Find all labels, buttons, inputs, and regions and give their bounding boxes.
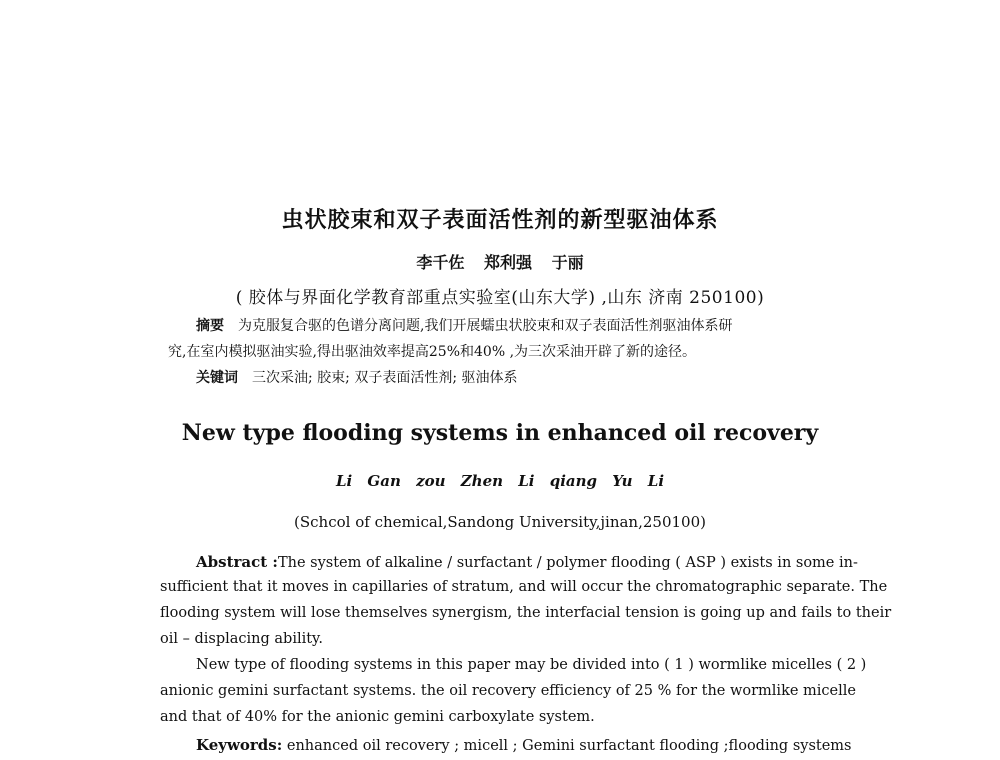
chinese-keywords-text: 三次采油; 胶束; 双子表面活性剂; 驱油体系 xyxy=(252,370,518,386)
english-affiliation: (Schcol of chemical,Sandong University,jinan,250100) xyxy=(294,513,706,531)
chinese-title: 虫状胶束和双子表面活性剂的新型驱油体系 xyxy=(281,207,719,233)
english-abstract-label: Abstract : xyxy=(196,553,278,571)
chinese-affiliation: ( 胶体与界面化学教育部重点实验室(山东大学) ,山东 济南 250100) xyxy=(235,288,765,308)
english-keywords-label: Keywords: xyxy=(196,736,283,754)
chinese-abstract-line-1 xyxy=(168,315,732,335)
chinese-keywords xyxy=(168,367,518,387)
chinese-abstract-line-2: 究,在室内模拟驱油实验,得出驱油效率提高25%和40% ,为三次采油开辟了新的途径。 xyxy=(168,344,697,360)
english-abstract-text: The system of alkaline / surfactant / polymer flooding ( ASP ) exists in some in- xyxy=(277,555,858,571)
english-abstract-line-1 xyxy=(160,553,858,571)
english-authors: Li Gan zou Zhen Li qiang Yu Li xyxy=(335,472,665,490)
chinese-keywords-label: 关键词 xyxy=(196,370,238,386)
chinese-abstract-label: 摘要 xyxy=(196,318,224,334)
chinese-authors: 李千佐 郑利强 于丽 xyxy=(416,253,584,272)
chinese-abstract-text: 为克服复合驱的色谱分离问题,我们开展蠕虫状胶束和双子表面活性剂驱油体系研 xyxy=(238,318,733,334)
english-paragraph-2-line-1: New type of flooding systems in this paper may be divided into ( 1 ) wormlike micelles ( 2 ) xyxy=(196,657,867,673)
english-title: New type flooding systems in enhanced oil recovery xyxy=(181,420,819,446)
english-abstract-line-4: oil – displacing ability. xyxy=(160,631,323,647)
english-abstract-line-2: sufficient that it moves in capillaries of stratum, and will occur the chromatographic separate. The xyxy=(160,579,888,595)
english-keywords xyxy=(160,736,850,754)
english-paragraph-2-line-3: and that of 40% for the anionic gemini carboxylate system. xyxy=(160,709,595,725)
english-paragraph-2-line-2: anionic gemini surfactant systems. the oil recovery efficiency of 25 % for the wormlike micelle xyxy=(160,683,856,699)
english-keywords-text: enhanced oil recovery ; micell ; Gemini surfactant flooding ;flooding systems xyxy=(286,738,852,754)
english-abstract-line-3: flooding system will lose themselves synergism, the interfacial tension is going up and fails to their xyxy=(160,605,892,621)
